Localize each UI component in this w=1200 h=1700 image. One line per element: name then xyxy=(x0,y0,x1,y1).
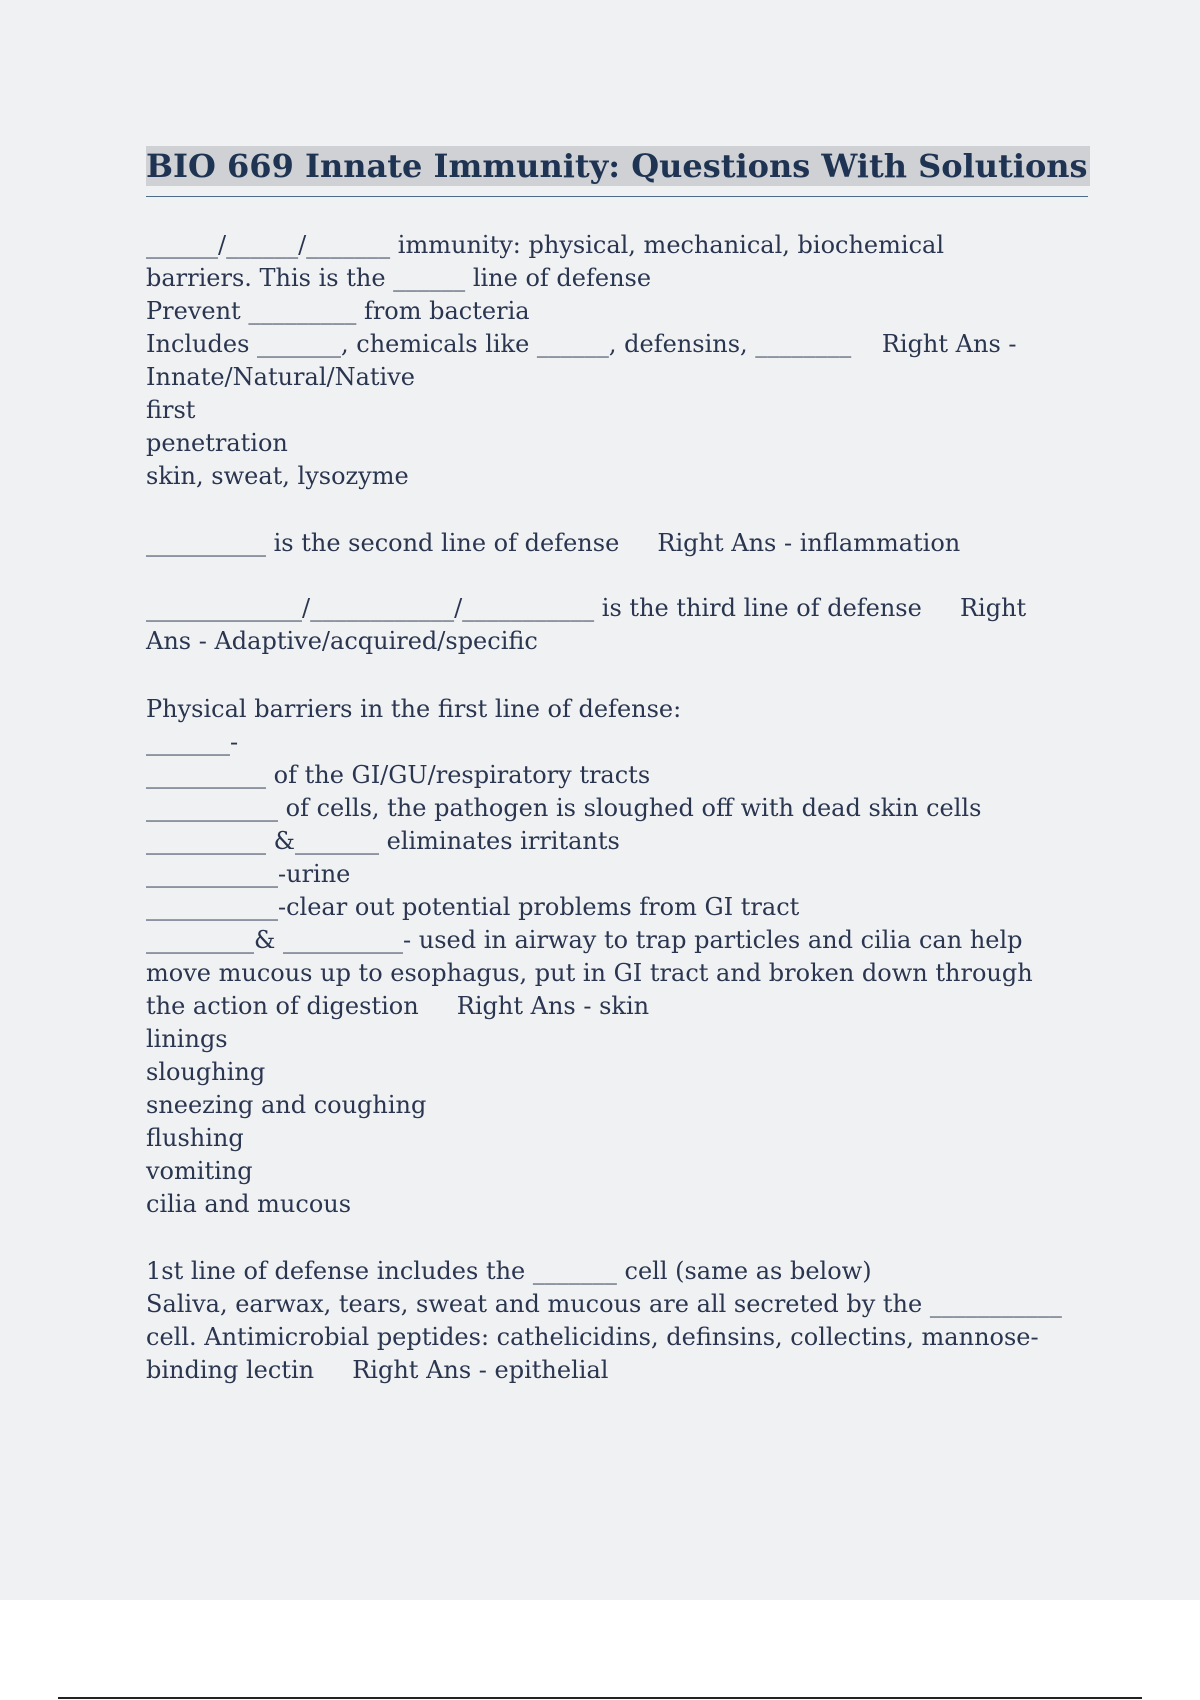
question-block-1 xyxy=(146,229,1096,493)
title-block xyxy=(146,146,1088,197)
text-line: Includes _______, chemicals like ______, defensins, ________ Right Ans - xyxy=(146,330,1017,358)
question-block-2 xyxy=(146,527,1096,560)
text-line: Saliva, earwax, tears, sweat and mucous are all secreted by the ___________ xyxy=(146,1290,1062,1318)
bottom-divider xyxy=(58,1697,1142,1699)
text-line: binding lectin Right Ans - epithelial xyxy=(146,1356,609,1384)
text-line: __________ of the GI/GU/respiratory tracts xyxy=(146,761,651,789)
text-line: sloughing xyxy=(146,1058,266,1086)
text-line: flushing xyxy=(146,1124,244,1152)
text-line: sneezing and coughing xyxy=(146,1091,427,1119)
text-line: 1st line of defense includes the _______ cell (same as below) xyxy=(146,1257,872,1285)
text-line: ___________ of cells, the pathogen is sloughed off with dead skin cells xyxy=(146,794,982,822)
text-line: the action of digestion Right Ans - skin xyxy=(146,992,650,1020)
question-block-3 xyxy=(146,592,1096,658)
text-line: Innate/Natural/Native xyxy=(146,363,415,391)
text-line: first xyxy=(146,396,196,424)
text-line: ___________-urine xyxy=(146,860,351,888)
text-line: cilia and mucous xyxy=(146,1190,352,1218)
text-line: ___________-clear out potential problems from GI tract xyxy=(146,893,800,921)
text-line: barriers. This is the ______ line of defense xyxy=(146,264,652,292)
text-line: _________& __________- used in airway to trap particles and cilia can help xyxy=(146,926,1023,954)
text-line: _______- xyxy=(146,728,239,756)
text-line: vomiting xyxy=(146,1157,253,1185)
question-block-4 xyxy=(146,693,1096,1221)
page-title: BIO 669 Innate Immunity: Questions With Solutions xyxy=(146,147,1088,185)
text-line: __________ &_______ eliminates irritants xyxy=(146,827,620,855)
text-line: penetration xyxy=(146,429,288,457)
text-line: cell. Antimicrobial peptides: cathelicidins, definsins, collectins, mannose- xyxy=(146,1323,1039,1351)
text-line: ______/______/_______ immunity: physical, mechanical, biochemical xyxy=(146,231,944,259)
text-line: Physical barriers in the first line of defense: xyxy=(146,695,682,723)
text-line: Prevent _________ from bacteria xyxy=(146,297,530,325)
text-line: linings xyxy=(146,1025,228,1053)
text-line: move mucous up to esophagus, put in GI tract and broken down through xyxy=(146,959,1033,987)
text-line: _____________/____________/___________ is the third line of defense Right xyxy=(146,594,1027,622)
text-line: Ans - Adaptive/acquired/specific xyxy=(146,627,538,655)
text-line: skin, sweat, lysozyme xyxy=(146,462,409,490)
text-line: __________ is the second line of defense Right Ans - inflammation xyxy=(146,529,961,557)
question-block-5 xyxy=(146,1255,1096,1387)
